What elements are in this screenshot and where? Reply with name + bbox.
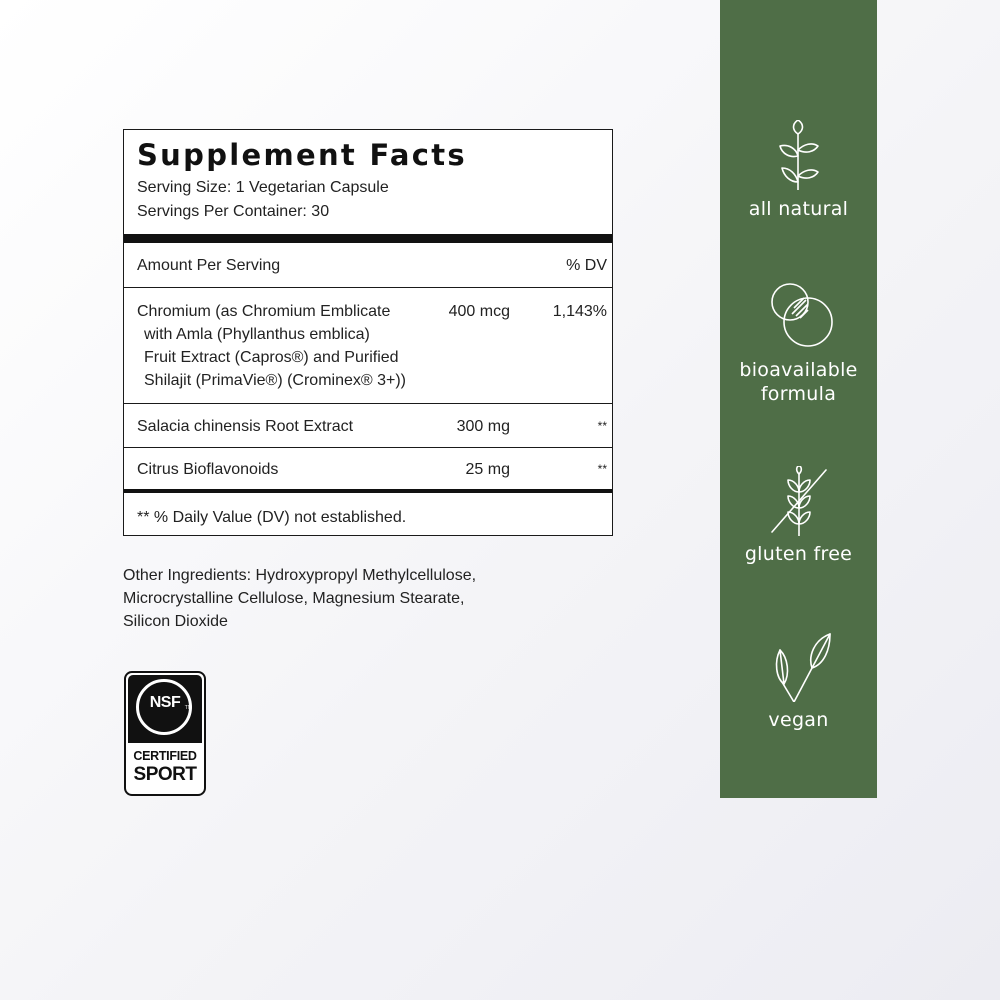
thick-divider: [124, 234, 612, 243]
nsf-logo-text: NSF: [149, 694, 181, 711]
feature-label: vegan: [768, 709, 829, 731]
ingredient-dv: **: [597, 419, 607, 433]
dv-header: % DV: [566, 257, 607, 274]
other-ingredients-line: Silicon Dioxide: [123, 613, 228, 630]
divider: [124, 287, 612, 288]
wheat-crossed-icon: [764, 466, 834, 536]
feature-label: all natural: [748, 198, 849, 220]
servings-per-container: Servings Per Container: 30: [137, 203, 330, 220]
leaf-icon: [764, 632, 834, 702]
feature-label: gluten free: [744, 543, 853, 565]
facts-title: Supplement Facts: [137, 138, 467, 172]
other-ingredients-line: Microcrystalline Cellulose, Magnesium Stearate,: [123, 590, 465, 607]
ingredient-amount: 300 mg: [456, 418, 510, 435]
nsf-trademark: TM: [184, 705, 192, 711]
ingredient-amount: 25 mg: [465, 461, 510, 478]
ingredient-dv: 1,143%: [552, 303, 607, 320]
nsf-certified-sport-badge: [124, 671, 206, 796]
ingredient-line: Fruit Extract (Capros®) and Purified: [144, 349, 399, 366]
badge-certified-text: CERTIFIED: [133, 749, 197, 763]
table-row-name: [137, 300, 406, 392]
ingredient-line: Chromium (as Chromium Emblicate: [137, 303, 391, 320]
ingredient-line: with Amla (Phyllanthus emblica): [144, 326, 370, 343]
nsf-logo: [128, 675, 202, 743]
thick-divider: [124, 489, 612, 493]
ingredient-name: Citrus Bioflavonoids: [137, 461, 279, 478]
facts-footnote: ** % Daily Value (DV) not established.: [137, 509, 407, 526]
badge-sport-text: SPORT: [133, 764, 197, 785]
feature-label-line-1: bioavailable: [739, 359, 858, 381]
other-ingredients: [123, 564, 543, 633]
ingredient-dv: **: [597, 462, 607, 476]
ingredient-name: Salacia chinensis Root Extract: [137, 418, 354, 435]
features-sidebar: [720, 0, 877, 798]
divider: [124, 447, 612, 448]
plant-sprout-icon: [764, 120, 834, 190]
amount-per-serving-header: Amount Per Serving: [137, 257, 281, 274]
ingredient-amount: 400 mcg: [448, 303, 510, 320]
molecule-circles-icon: [764, 282, 834, 352]
serving-size: Serving Size: 1 Vegetarian Capsule: [137, 179, 389, 196]
supplement-facts-panel: [123, 129, 613, 536]
divider: [124, 403, 612, 404]
ingredient-line: Shilajit (PrimaVie®) (Crominex® 3+)): [144, 372, 407, 389]
other-ingredients-line: Other Ingredients: Hydroxypropyl Methylcellulose,: [123, 567, 477, 584]
feature-label-line-2: formula: [760, 383, 837, 405]
